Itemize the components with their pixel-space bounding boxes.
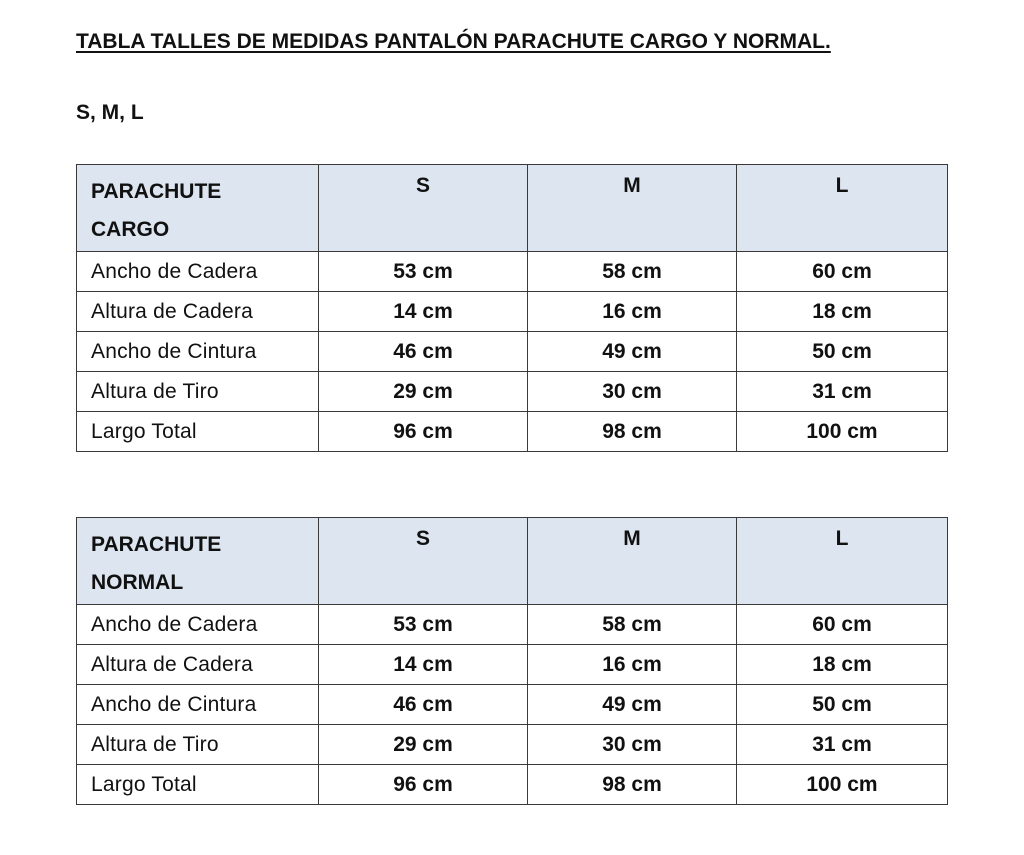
table-row [77,645,948,685]
table-header-size-s: S [319,165,528,252]
row-label: Largo Total [77,412,319,452]
table-header-size-m: M [528,165,737,252]
cell-value-m: 98 cm [528,412,737,452]
cell-value-s: 96 cm [319,412,528,452]
cell-value-m: 49 cm [528,685,737,725]
cell-value-l: 60 cm [737,605,948,645]
table-row [77,252,948,292]
table-row [77,725,948,765]
table-header-row [77,165,948,252]
cell-value-s: 14 cm [319,292,528,332]
cell-value-s: 53 cm [319,605,528,645]
cell-value-l: 50 cm [737,332,948,372]
size-table-normal [76,517,948,805]
cell-value-l: 31 cm [737,725,948,765]
table-header-model: PARACHUTE CARGO [77,165,319,252]
table-header-size-l: L [737,518,948,605]
table-row [77,292,948,332]
row-label: Altura de Cadera [77,292,319,332]
cell-value-l: 100 cm [737,765,948,805]
cell-value-s: 29 cm [319,372,528,412]
table-header-row [77,518,948,605]
cell-value-s: 96 cm [319,765,528,805]
cell-value-s: 14 cm [319,645,528,685]
cell-value-m: 16 cm [528,645,737,685]
table-header-size-s: S [319,518,528,605]
row-label: Altura de Cadera [77,645,319,685]
document-title: TABLA TALLES DE MEDIDAS PANTALÓN PARACHUTE CARGO Y NORMAL. [76,30,831,53]
cell-value-l: 50 cm [737,685,948,725]
cell-value-m: 98 cm [528,765,737,805]
table-row [77,765,948,805]
cell-value-l: 31 cm [737,372,948,412]
row-label: Ancho de Cintura [77,332,319,372]
cell-value-m: 30 cm [528,372,737,412]
cell-value-s: 53 cm [319,252,528,292]
table-header-size-l: L [737,165,948,252]
row-label: Largo Total [77,765,319,805]
cell-value-m: 30 cm [528,725,737,765]
table-row [77,372,948,412]
cell-value-m: 58 cm [528,252,737,292]
row-label: Ancho de Cadera [77,605,319,645]
cell-value-s: 46 cm [319,332,528,372]
sizes-subtitle: S, M, L [76,101,144,124]
table-row [77,332,948,372]
cell-value-s: 29 cm [319,725,528,765]
row-label: Altura de Tiro [77,725,319,765]
cell-value-l: 60 cm [737,252,948,292]
cell-value-l: 100 cm [737,412,948,452]
cell-value-l: 18 cm [737,645,948,685]
row-label: Ancho de Cintura [77,685,319,725]
table-row [77,685,948,725]
table-row [77,412,948,452]
size-table-cargo [76,164,948,452]
row-label: Altura de Tiro [77,372,319,412]
table-header-size-m: M [528,518,737,605]
table-row [77,605,948,645]
cell-value-s: 46 cm [319,685,528,725]
cell-value-l: 18 cm [737,292,948,332]
cell-value-m: 58 cm [528,605,737,645]
cell-value-m: 16 cm [528,292,737,332]
cell-value-m: 49 cm [528,332,737,372]
row-label: Ancho de Cadera [77,252,319,292]
table-header-model: PARACHUTE NORMAL [77,518,319,605]
